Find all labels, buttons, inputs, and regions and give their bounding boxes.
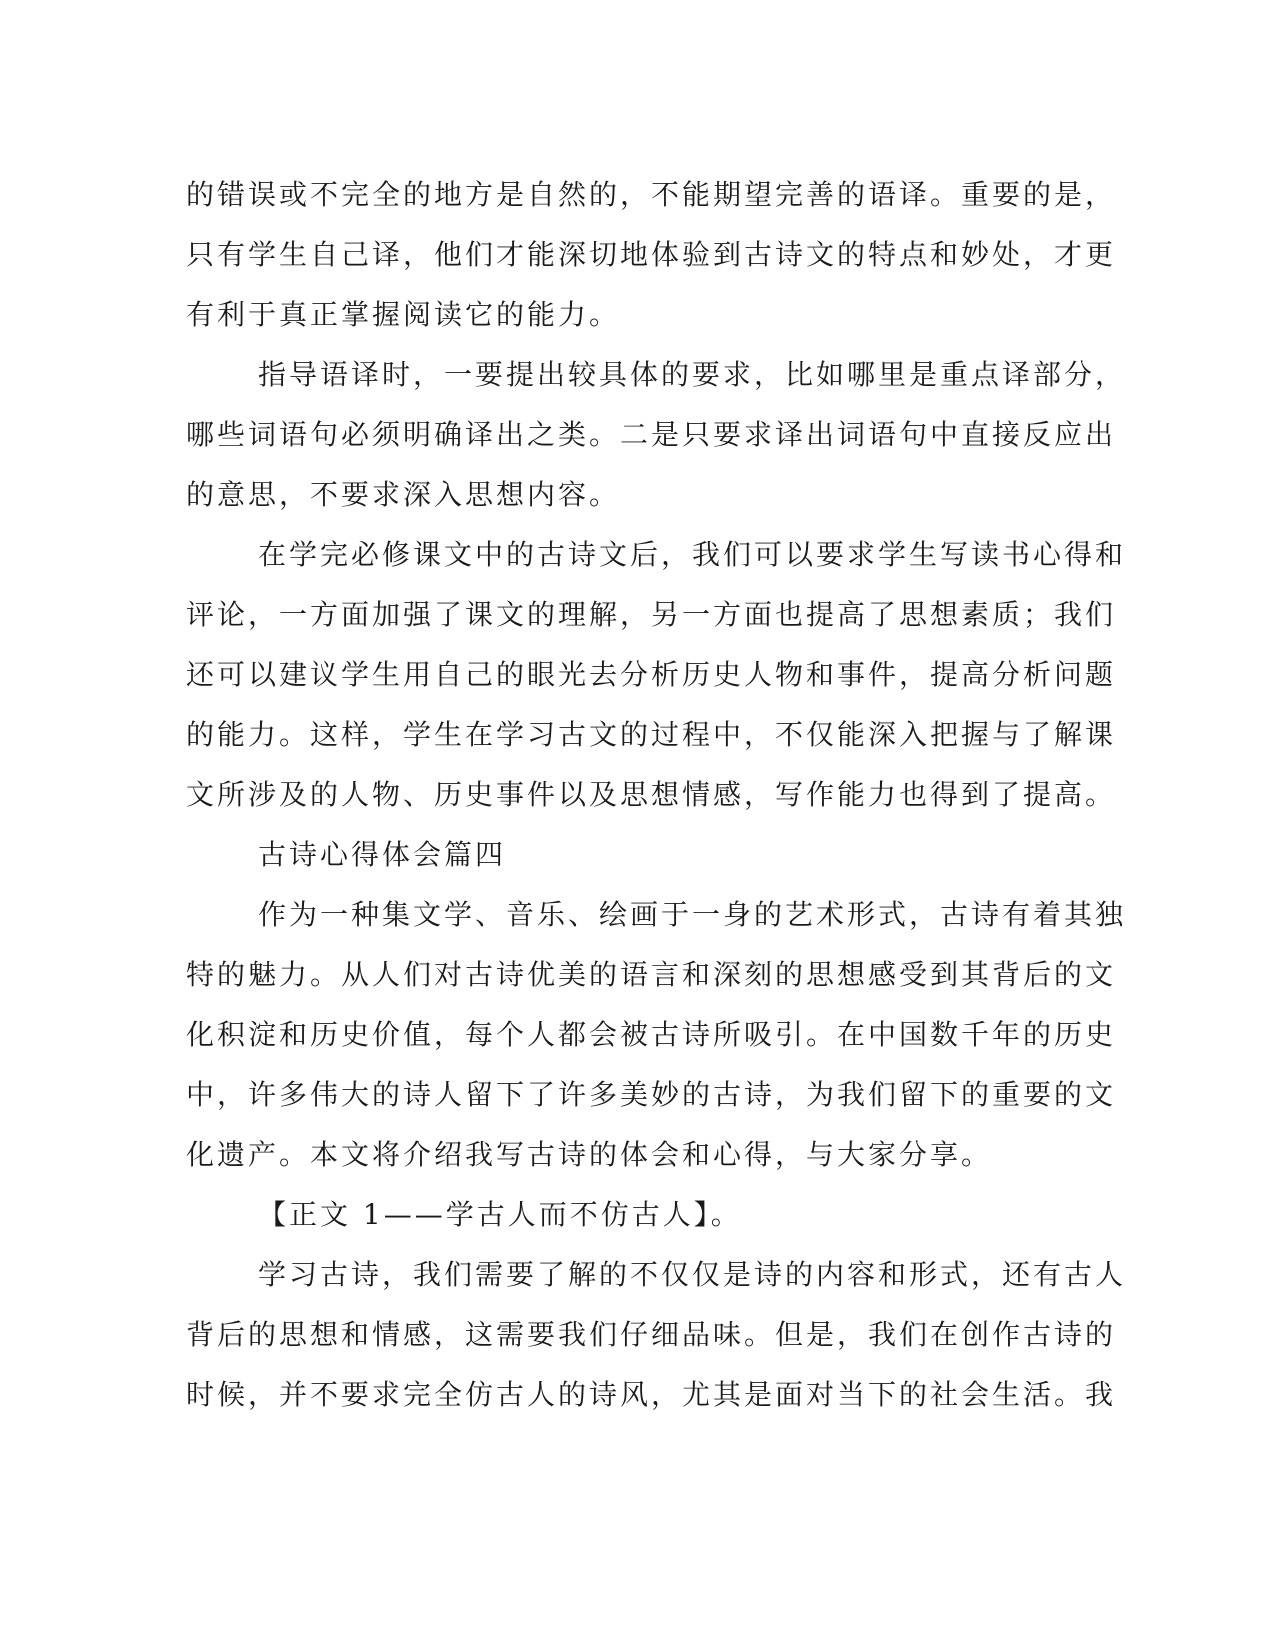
text-line: 文所涉及的人物、历史事件以及思想情感，写作能力也得到了提高。 <box>186 778 1117 811</box>
text-line: 化积淀和历史价值，每个人都会被古诗所吸引。在中国数千年的历史 <box>186 1018 1117 1051</box>
text-line: 的错误或不完全的地方是自然的，不能期望完善的语译。重要的是， <box>186 178 1117 211</box>
section-heading: 古诗心得体会篇四 <box>258 838 507 871</box>
text-line: 特的魅力。从人们对古诗优美的语言和深刻的思想感受到其背后的文 <box>186 958 1117 991</box>
text-line: 有利于真正掌握阅读它的能力。 <box>186 298 621 331</box>
text-line: 的意思，不要求深入思想内容。 <box>186 478 621 511</box>
text-line: 化遗产。本文将介绍我写古诗的体会和心得，与大家分享。 <box>186 1138 993 1171</box>
paragraph-first-line: 指导语译时，一要提出较具体的要求，比如哪里是重点译部分， <box>258 358 1127 391</box>
text-line: 评论，一方面加强了课文的理解，另一方面也提高了思想素质；我们 <box>186 598 1117 631</box>
text-line: 的能力。这样，学生在学习古文的过程中，不仅能深入把握与了解课 <box>186 718 1117 751</box>
text-line: 只有学生自己译，他们才能深切地体验到古诗文的特点和妙处，才更 <box>186 238 1117 271</box>
text-line: 还可以建议学生用自己的眼光去分析历史人物和事件，提高分析问题 <box>186 658 1117 691</box>
text-line: 背后的思想和情感，这需要我们仔细品味。但是，我们在创作古诗的 <box>186 1318 1117 1351</box>
paragraph-first-line: 作为一种集文学、音乐、绘画于一身的艺术形式，古诗有着其独 <box>258 898 1127 931</box>
text-line: 时候，并不要求完全仿古人的诗风，尤其是面对当下的社会生活。我 <box>186 1378 1117 1411</box>
paragraph-first-line: 学习古诗，我们需要了解的不仅仅是诗的内容和形式，还有古人 <box>258 1258 1127 1291</box>
subsection-heading: 【正文 1——学古人而不仿古人】。 <box>258 1198 742 1231</box>
paragraph-first-line: 在学完必修课文中的古诗文后，我们可以要求学生写读书心得和 <box>258 538 1127 571</box>
document-body <box>186 165 1127 1425</box>
text-line: 哪些词语句必须明确译出之类。二是只要求译出词语句中直接反应出 <box>186 418 1117 451</box>
text-line: 中，许多伟大的诗人留下了许多美妙的古诗，为我们留下的重要的文 <box>186 1078 1117 1111</box>
